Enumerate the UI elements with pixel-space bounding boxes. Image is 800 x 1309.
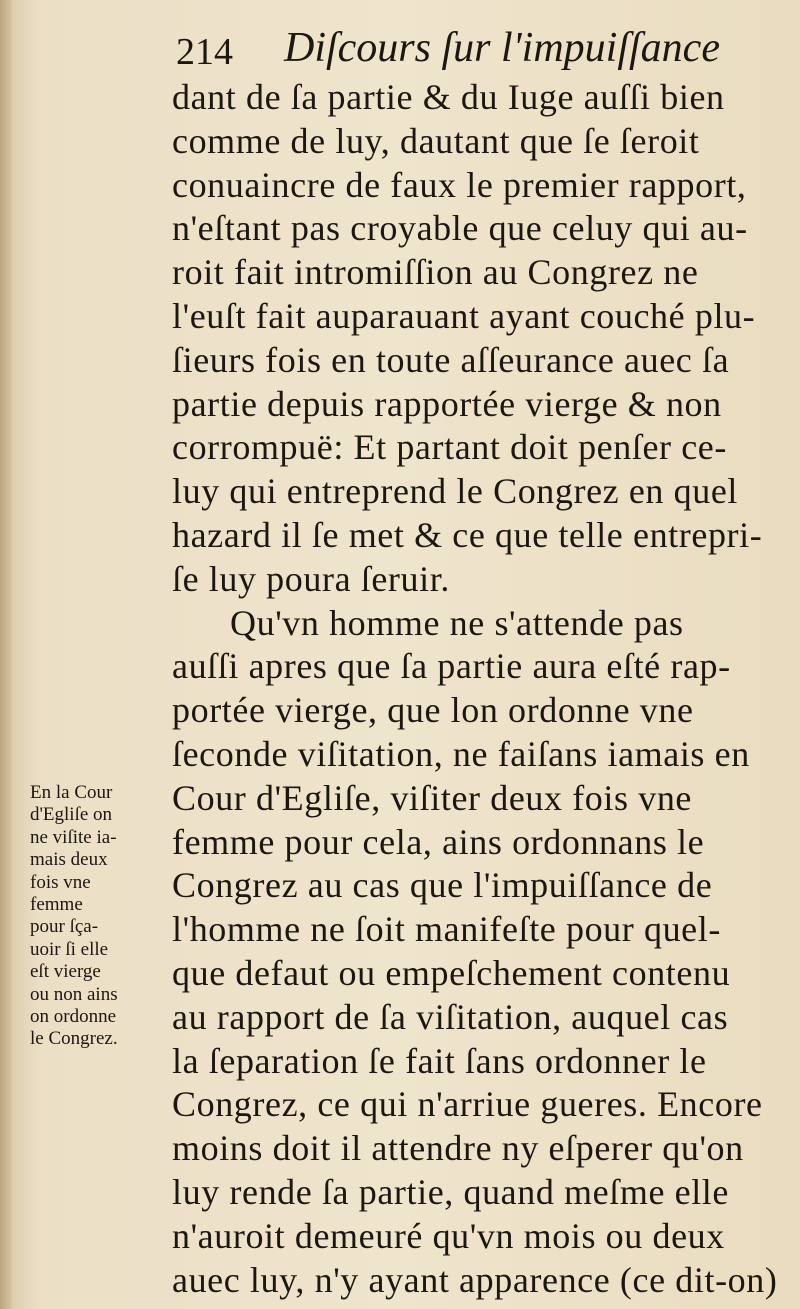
text-line: conuaincre de faux le premier rapport, (172, 164, 747, 205)
margin-note-line: mais deux (30, 849, 108, 871)
text-line: femme pour cela, ains ordonnans le (172, 821, 705, 862)
margin-note (30, 782, 170, 1051)
margin-note-line: ou non ains (30, 983, 118, 1005)
text-line: ſieurs fois en toute aſſeurance auec ſa (172, 339, 730, 380)
margin-note-line: uoir ſi elle (30, 938, 109, 960)
text-line: auſſi apres que ſa partie aura eſté rap- (172, 646, 731, 687)
text-line: la ſeparation ſe fait ſans ordonner le (172, 1040, 707, 1081)
text-line: n'auroit demeuré qu'vn mois ou deux (172, 1215, 725, 1256)
margin-note-line: pour ſça- (30, 916, 99, 938)
text-line: dant de ſa partie & du Iuge auſſi bien (172, 77, 725, 117)
text-line: partie depuis rapportée vierge & non (172, 383, 722, 424)
text-line: corrompuë: Et partant doit penſer ce- (172, 427, 727, 468)
text-line: roit fait intromiſſion au Congrez ne (172, 252, 699, 293)
page-header (172, 14, 762, 74)
text-line: l'homme ne ſoit manifeſte pour quel- (172, 909, 721, 950)
text-line: n'eſtant pas croyable que celuy qui au- (172, 208, 748, 249)
text-line: l'euſt fait auparauant ayant couché plu- (172, 295, 756, 336)
text-line: Congrez, ce qui n'arriue gueres. Encore (172, 1084, 763, 1125)
margin-note-line: d'Egliſe on (30, 804, 113, 826)
margin-note-line: le Congrez. (30, 1028, 118, 1050)
main-text (172, 76, 778, 1302)
text-line: ſe luy poura ſeruir. (172, 558, 450, 599)
text-line: comme de luy, dautant que ſe ſeroit (172, 120, 700, 161)
text-line: Cour d'Egliſe, viſiter deux fois vne (172, 777, 692, 818)
text-line: au rapport de ſa viſitation, auquel cas (172, 996, 729, 1037)
text-line: que defaut ou empeſchement contenu (172, 952, 731, 993)
text-line: portée vierge, que lon ordonne vne (172, 690, 694, 731)
margin-note-line: fois vne (30, 871, 91, 893)
text-line: luy rende ſa partie, quand meſme elle (172, 1171, 729, 1212)
text-line: ſeconde viſitation, ne faiſans iamais en (172, 733, 750, 774)
margin-note-line: ne viſite ia- (30, 826, 117, 848)
margin-note-line: on ordonne (30, 1006, 117, 1028)
margin-note-line: En la Cour (30, 782, 113, 803)
text-line: hazard il ſe met & ce que telle entrepri- (172, 514, 763, 555)
margin-note-line: femme (30, 894, 83, 916)
page-number: 214 (176, 31, 233, 73)
text-line: moins doit il attendre ny eſperer qu'on (172, 1128, 744, 1169)
text-line: luy qui entreprend le Congrez en quel (172, 471, 739, 512)
text-line: Congrez au cas que l'impuiſſance de (172, 865, 713, 906)
running-title: Diſcours ſur l'impuiſſance (284, 25, 720, 71)
page-gutter (0, 0, 12, 1309)
paragraph-start-line: Qu'vn homme ne s'attende pas (230, 602, 684, 643)
margin-note-line: eſt vierge (30, 961, 101, 983)
text-line: auec luy, n'y ayant apparence (ce dit-on) (172, 1259, 778, 1300)
